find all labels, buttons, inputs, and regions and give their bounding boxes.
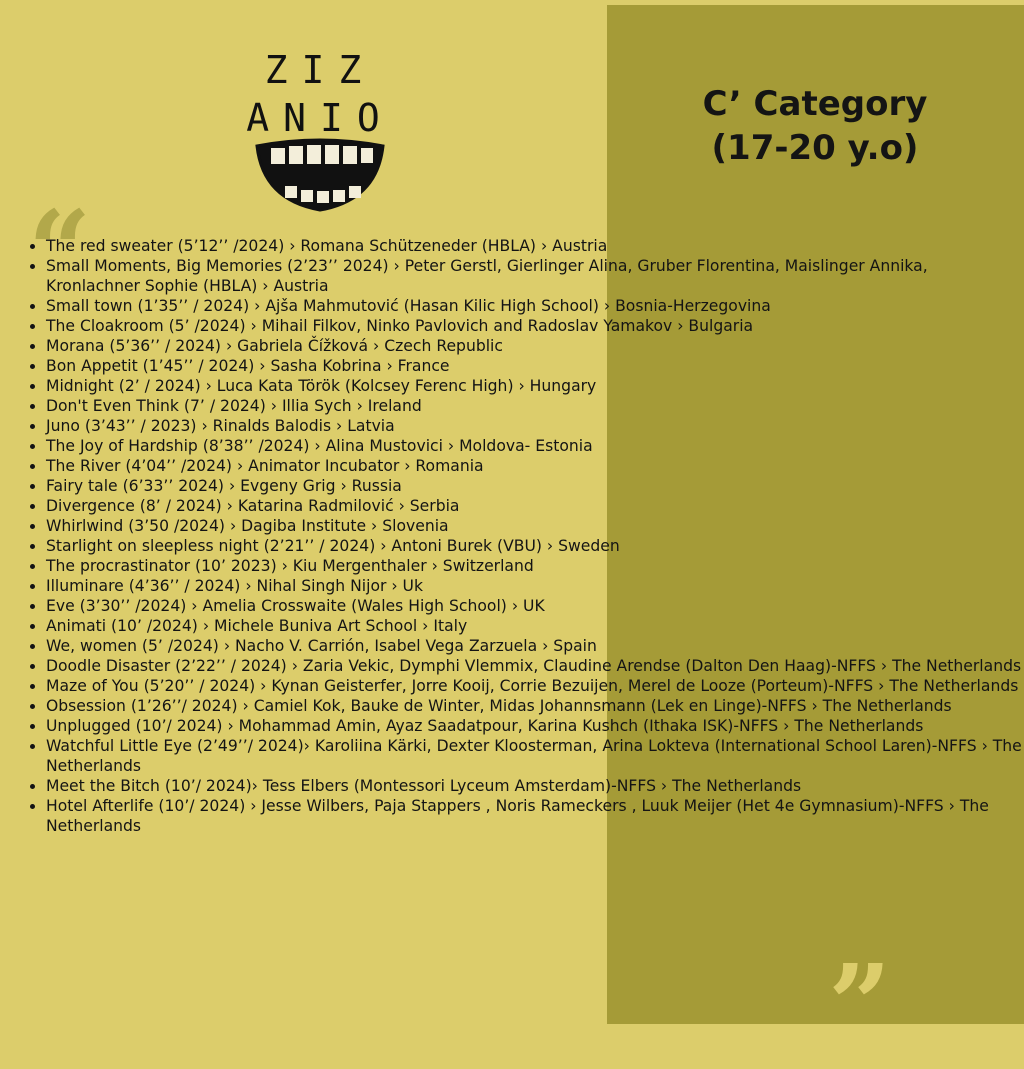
film-list-item: • We, women (5’ /2024) › Nacho V. Carrión, Isabel Vega Zarzuela › Spain (46, 636, 1024, 656)
film-list-item: • Maze of You (5’20’’ / 2024) › Kynan Geisterfer, Jorre Kooij, Corrie Bezuijen, Merel de Looze (Porteum)-NFFS › The Netherlands (46, 676, 1024, 696)
film-list (28, 236, 1024, 836)
close-quote-icon: ” (828, 940, 892, 1069)
logo-line-2: ANIO (246, 96, 394, 140)
film-list-item: • Small Moments, Big Memories (2’23’’ 2024) › Peter Gerstl, Gierlinger Alina, Gruber Florentina, Maislinger Annika, Kronlachner Sophie (HBLA) › Austria (46, 256, 1024, 296)
film-list-item: • Don't Even Think (7’ / 2024) › Illia Sych › Ireland (46, 396, 1024, 416)
category-heading (640, 82, 990, 170)
film-list-item: • Juno (3’43’’ / 2023) › Rinalds Balodis › Latvia (46, 416, 1024, 436)
film-list-item: • Starlight on sleepless night (2’21’’ / 2024) › Antoni Burek (VBU) › Sweden (46, 536, 1024, 556)
film-list-item: • Divergence (8’ / 2024) › Katarina Radmilović › Serbia (46, 496, 1024, 516)
film-list-item: • Animati (10’ /2024) › Michele Buniva Art School › Italy (46, 616, 1024, 636)
film-list-item: • Hotel Afterlife (10’/ 2024) › Jesse Wilbers, Paja Stappers , Noris Rameckers , Luuk Meijer (Het 4e Gymnasium)-NFFS › The Netherlands (46, 796, 1024, 836)
open-quote-icon: “ (28, 186, 92, 315)
film-list-item: • Meet the Bitch (10’/ 2024)› Tess Elbers (Montessori Lyceum Amsterdam)-NFFS › The Netherlands (46, 776, 1024, 796)
festival-logo (245, 18, 395, 203)
logo-line-1: ZIZ (264, 48, 376, 92)
film-list-item: • The Joy of Hardship (8’38’’ /2024) › Alina Mustovici › Moldova- Estonia (46, 436, 1024, 456)
film-list-item: • The procrastinator (10’ 2023) › Kiu Mergenthaler › Switzerland (46, 556, 1024, 576)
film-list-item: • Unplugged (10’/ 2024) › Mohammad Amin, Ayaz Saadatpour, Karina Kushch (Ithaka ISK)-NFFS › The Netherlands (46, 716, 1024, 736)
logo-mouth-icon (251, 138, 389, 218)
film-list-item: • The Cloakroom (5’ /2024) › Mihail Filkov, Ninko Pavlovich and Radoslav Yamakov › Bulgaria (46, 316, 1024, 336)
film-list-item: • Whirlwind (3’50 /2024) › Dagiba Institute › Slovenia (46, 516, 1024, 536)
category-age-range: (17-20 y.o) (711, 128, 919, 168)
film-list-item: • Watchful Little Eye (2’49’’/ 2024)› Karoliina Kärki, Dexter Kloosterman, Arina Lokteva (International School Laren)-NFFS › The Netherlands (46, 736, 1024, 776)
film-list-item: • Midnight (2’ / 2024) › Luca Kata Török (Kolcsey Ferenc High) › Hungary (46, 376, 1024, 396)
film-list-item: • Bon Appetit (1’45’’ / 2024) › Sasha Kobrina › France (46, 356, 1024, 376)
film-list-item: • Obsession (1’26’’/ 2024) › Camiel Kok, Bauke de Winter, Midas Johannsmann (Lek en Linge)-NFFS › The Netherlands (46, 696, 1024, 716)
film-list-item: • The red sweater (5’12’’ /2024) › Romana Schützeneder (HBLA) › Austria (46, 236, 1024, 256)
film-list-item: • Illuminare (4’36’’ / 2024) › Nihal Singh Nijor › Uk (46, 576, 1024, 596)
film-list-item: • Eve (3’30’’ /2024) › Amelia Crosswaite (Wales High School) › UK (46, 596, 1024, 616)
category-title: C’ Category (702, 84, 928, 124)
film-list-item: • Small town (1’35’’ / 2024) › Ajša Mahmutović (Hasan Kilic High School) › Bosnia-Herzegovina (46, 296, 1024, 316)
film-list-item: • Morana (5’36’’ / 2024) › Gabriela Čížková › Czech Republic (46, 336, 1024, 356)
film-list-item: • The River (4’04’’ /2024) › Animator Incubator › Romania (46, 456, 1024, 476)
film-list-item: • Fairy tale (6’33’’ 2024) › Evgeny Grig › Russia (46, 476, 1024, 496)
film-list-item: • Doodle Disaster (2’22’’ / 2024) › Zaria Vekic, Dymphi Vlemmix, Claudine Arendse (Dalton Den Haag)-NFFS › The Netherlands (46, 656, 1024, 676)
